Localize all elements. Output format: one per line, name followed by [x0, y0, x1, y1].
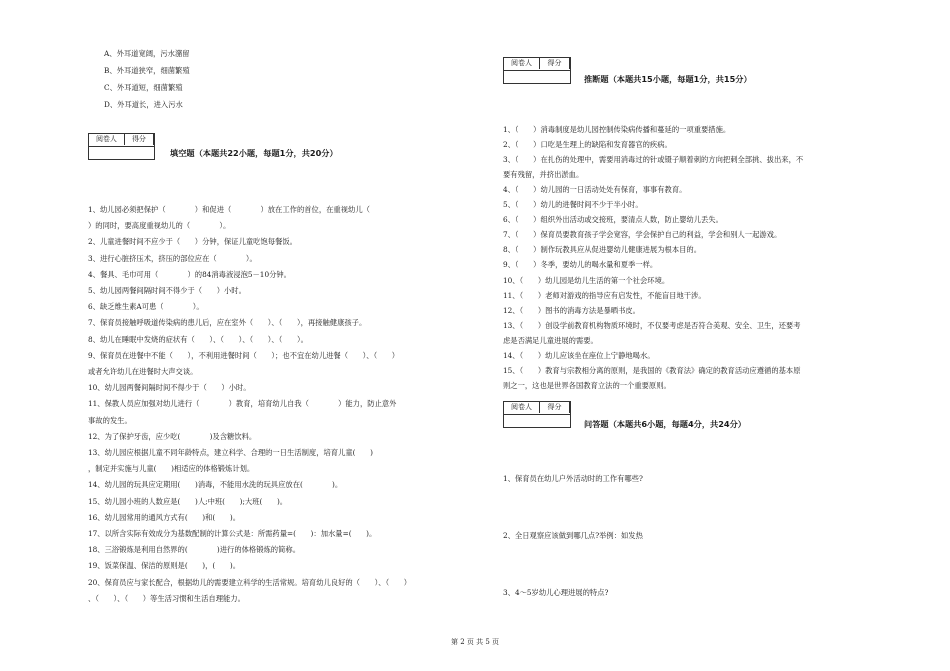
fill-question-line: 6、缺乏维生素A可患（ ）。: [88, 302, 204, 312]
qa-question-3: 3、4～5岁幼儿心理进展的特点?: [503, 588, 609, 597]
judge-question-line: 1、（ ）消毒制度是幼儿园控制传染病传播和蔓延的一项重要措施。: [503, 125, 731, 134]
fill-question-line: 16、幼儿园常用的通风方式有( )和( )。: [88, 512, 241, 522]
score-box-qa: [503, 401, 571, 428]
judge-question-line: 10、（ ）幼儿园是幼儿生活的第一个社会环境。: [503, 275, 670, 285]
option-c: C、外耳道短，细菌繁殖: [104, 83, 183, 92]
option-d: D、外耳道长，进入污水: [104, 100, 183, 109]
fill-question-line: 8、幼儿在睡眠中发烧的症状有（ ）、（ ）、（ ）、（ ）。: [88, 334, 308, 344]
judge-question-line: 9、（ ）冬季，要幼儿的喝水量和夏季一样。: [503, 260, 658, 270]
judge-question-line: 12、（ ）图书的消毒方法是暴晒书皮。: [503, 305, 640, 315]
score-label: 得分: [540, 402, 570, 413]
judge-question-line: 4、（ ）幼儿园的一日活动处处有保育，事事有教育。: [503, 185, 687, 195]
fill-question-line: 7、保育员接触呼吸道传染病的患儿后，应在室外（ ）、（ ），再接触健康孩子。: [88, 318, 367, 328]
judge-question-line: 2、（ ）口吃是生理上的缺陷和发育器官的疾病。: [503, 140, 672, 150]
fill-question-line: ）的同时，要高度重视幼儿的（ ）。: [88, 221, 231, 231]
judge-question-line: 则之一，这也是世界各国教育立法的一个重要原则。: [503, 380, 671, 390]
fill-question-line: 事故的发生。: [88, 415, 132, 425]
fill-question-line: 11、保教人员应加强对幼儿进行（ ）教育，培育幼儿自我（ ）能力，防止意外: [88, 399, 397, 409]
fill-section-title: 填空题（本题共22小题，每题1分，共20分）: [170, 148, 338, 158]
option-b: B、外耳道狭窄，细菌繁殖: [104, 66, 190, 75]
judge-question-line: 8、（ ）制作玩教具应从促进婴幼儿健康进展为根本目的。: [503, 245, 702, 255]
qa-section-title: 问答题（本题共6小题，每题4分，共24分）: [584, 419, 746, 429]
fill-question-line: 4、餐具、毛巾可用（ ）的84消毒液浸泡5－10分钟。: [88, 269, 291, 279]
reviewer-label: 阅卷人: [504, 402, 540, 413]
option-a: A、外耳道宽阔，污水潴留: [104, 49, 190, 58]
reviewer-label: 阅卷人: [89, 134, 125, 145]
judge-question-line: 虑是否满足儿童进展的需要。: [503, 335, 598, 345]
judge-question-line: 3、（ ）在扎伤的处理中，需要用消毒过的针或镊子顺着刺的方向把刺全部挑、拔出来，不: [503, 155, 804, 165]
fill-question-line: 10、幼儿园两餐间隔时间不得少于（ ）小时。: [88, 383, 251, 393]
score-box-fill: [88, 133, 155, 160]
judge-question-line: 13、（ ）创设学前教育机构物质环境时，不仅要考虑是否符合美观、安全、卫生，还要考: [503, 320, 801, 330]
fill-question-line: 15、幼儿园小班的人数应是( )人;中班( );大班( )。: [88, 496, 288, 506]
qa-question-2: 2、全日观察应该做到哪几点?举例：如发热: [503, 531, 643, 540]
judge-question-line: 5、（ ）幼儿的进餐时间不少于半小时。: [503, 200, 643, 210]
fill-question-line: 17、以所含实际有效成分为基数配制的计算公式是：所需药量=( )：加水量=( )。: [88, 529, 377, 538]
fill-question-line: 20、保育员应与家长配合，根据幼儿的需要建立科学的生活常规。培育幼儿良好的（ ）、（ ）: [88, 577, 412, 587]
qa-question-1: 1、保育员在幼儿户外活动时的工作有哪些?: [503, 474, 643, 483]
judge-question-line: 15、（ ）教育与宗教相分离的原则，是我国的《教育法》确定的教育活动应遵循的基本原: [503, 365, 801, 375]
fill-question-line: 、（ ）、（ ）等生活习惯和生活自理能力。: [88, 593, 245, 603]
fill-question-line: 14、幼儿园的玩具应定期用( )消毒，不能用水洗的玩具应放在( )。: [88, 480, 343, 490]
score-label: 得分: [540, 58, 570, 69]
judge-question-line: 7、（ ）保育员要教育孩子学会宽容，学会保护自己的利益，学会和别人一起游戏。: [503, 230, 782, 240]
judge-question-line: 14、（ ）幼儿应该坐在座位上宁静地喝水。: [503, 350, 655, 360]
fill-question-line: 3、进行心脏挤压术，挤压的部位应在（ ）。: [88, 253, 257, 263]
fill-question-line: 5、幼儿园两餐间隔时间不得少于（ ）小时。: [88, 286, 246, 295]
fill-question-line: 18、三浴锻炼是利用自然界的( )进行的体格锻炼的简称。: [88, 545, 300, 555]
judge-question-line: 6、（ ）组织外出活动或交接班，要清点人数，防止婴幼儿丢失。: [503, 215, 723, 225]
fill-question-line: 1、幼儿园必须把保护（ ）和促进（ ）放在工作的首位，在重视幼儿（: [88, 205, 370, 214]
fill-question-line: 13、幼儿园应根据儿童不同年龄特点，建立科学、合理的一日生活制度，培育儿童( ): [88, 448, 373, 457]
judge-section-title: 推断题（本题共15小题，每题1分，共15分）: [584, 74, 752, 84]
judge-question-line: 要有残留，并挤出淤血。: [503, 170, 584, 180]
score-box-judge: [503, 57, 571, 84]
fill-question-line: ，制定并实施与儿童( )相适应的体格锻炼计划。: [88, 464, 255, 474]
fill-question-line: 12、为了保护牙齿，应少吃( )及含糖饮料。: [88, 431, 257, 441]
reviewer-label: 阅卷人: [504, 58, 540, 69]
fill-question-line: 9、保育员在进餐中不能（ ），不利用进餐时间（ ）；也不宜在幼儿进餐（ ）、（ ）: [88, 350, 400, 360]
fill-question-line: 2、儿童进餐时间不应少于（ ）分钟，保证儿童吃饱每餐饭。: [88, 237, 297, 247]
score-label: 得分: [125, 134, 154, 145]
fill-question-line: 19、饭菜保温、保洁的原则是( )，( )。: [88, 561, 241, 571]
fill-question-line: 或者允许幼儿在进餐时大声交谈。: [88, 367, 198, 376]
page-footer: 第 2 页 共 5 页: [450, 638, 500, 646]
judge-question-line: 11、（ ）老师对游戏的指导应有启发性，不能盲目地干涉。: [503, 290, 706, 300]
